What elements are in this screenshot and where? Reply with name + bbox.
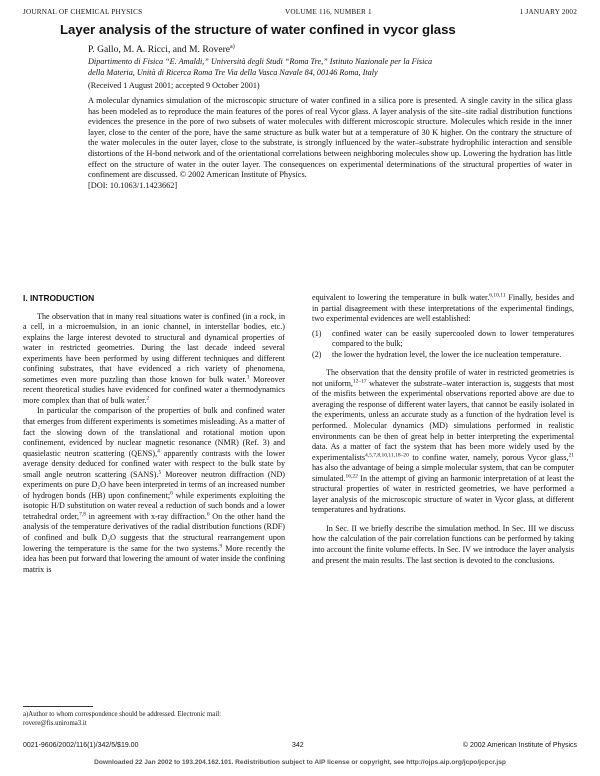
citation: 4,5,7,8,10,11,18–20	[365, 451, 409, 458]
citation: 2	[146, 395, 150, 402]
abstract	[88, 96, 572, 191]
abstract-text: A molecular dynamics simulation of the microscopic structure of water confined in a silica pore is presented. A single cavity in the silica glass has been modeled as to reproduce the main features of the pores of real Vycor glass. A layer analysis of the site–site radial distribution functions evidences the presence in the pore of two subsets of water molecules with different microscopic structure. Molecules which reside in the inner layer, close to the center of the pore, have the same structure as bulk water but at a temperature of 30 K higher. On the contrary the structure of the water molecules in the outer layer, close to the substrate, is strongly influenced by the water–substrate hydrophilic interaction and sensible distortions of the H-bond network and of the orientational correlations between neighboring molecules show up. Lowering the hydration has little effect on the structure of water in the outer layer. The consequences on experimental determinations of the structural properties of water in confinement are discussed. © 2002 American Institute of Physics.	[88, 96, 572, 180]
intro-paragraph-5: In Sec. II we briefly describe the simulation method. In Sec. III we discuss how the calculation of the pair correlation functions can be performed by taking into account the finite volume effects. In Sec. IV we introduce the layer analysis and present the main results. The last section is devoted to the conclusions.	[312, 523, 574, 565]
affiliation-line-1: Dipartimento di Fisica “E. Amaldi,” Università degli Studi “Roma Tre,” Istituto Nazionale per la Fisica	[88, 57, 433, 66]
author-names: P. Gallo, M. A. Ricci, and M. Rovere	[88, 44, 231, 55]
list-item: (1) confined water can be easily supercooled down to lower temperatures compared to the bulk;	[312, 328, 574, 349]
affiliation	[88, 57, 588, 78]
citation: 5	[158, 469, 162, 476]
page-number: 342	[292, 742, 304, 749]
author-list	[88, 44, 235, 55]
download-notice: Downloaded 22 Jan 2002 to 193.204.162.101. Redistribution subject to AIP license or copyright, see http://ojps.aip.org/jcpo/jcpcr.jsp	[94, 759, 506, 766]
intro-paragraph-2: In particular the comparison of the properties of bulk and confined water that emerges from different experiments is sometimes misleading. As a matter of fact the slowing down of the translational and rotational motion upon confinement, evidenced by nuclear magnetic resonance (NMR) (Ref. 3) and quasielastic neutron scattering (QENS),$^4$ apparently contrasts with the lower average density deduced for confined water with respect to the bulk state by small angle neutron scattering (SANS).$^5$ Moreover neutron diffraction (ND) experiments on pure D₂O have been interpreted in terms of an increased number of hydrogen bonds (HB) upon confinement;$^6$ while experiments exploiting the isotopic H/D substitution on water reveal a reduction of such bonds and a lower tetrahedral order,$^{7,8}$ in agreement with x-ray diffraction.$^6$ On the other hand the analysis of the temperature derivatives of the radial distribution functions (RDF) of confined and bulk D₂O suggests that the structural rearrangement upon lowering the temperature is the same for the two systems.$^9$ More recently the idea has been put forward that lowering the amount of water inside the confining matrix is	[23, 406, 285, 574]
footer-issn: 0021-9606/2002/116(1)/342/5/$19.00	[23, 742, 139, 749]
evidence-list	[312, 329, 574, 361]
left-column	[23, 293, 285, 575]
citation: 21	[568, 451, 574, 458]
citation: 6	[206, 511, 210, 518]
citation: 1	[246, 374, 250, 381]
doi: [DOI: 10.1063/1.1423662]	[88, 180, 178, 190]
section-heading-introduction: I. INTRODUCTION	[23, 293, 95, 303]
affiliation-line-2: della Materia, Unità di Ricerca Roma Tre Via della Vasca Navale 84, 00146 Roma, Italy	[88, 67, 378, 77]
citation: 7,8	[79, 511, 86, 518]
citation: 9	[219, 542, 223, 549]
footnote-correspondence: a)Author to whom correspondence should be addressed. Electronic mail: rovere@fis.uniroma3.it	[23, 711, 221, 727]
journal-name: JOURNAL OF CHEMICAL PHYSICS	[23, 8, 143, 16]
citation: 6	[170, 490, 173, 497]
citation: 6,10,11	[489, 292, 506, 299]
article-title: Layer analysis of the structure of water confined in vycor glass	[60, 22, 456, 37]
citation: 16,22	[345, 473, 358, 480]
footer-copyright: © 2002 American Institute of Physics	[462, 742, 577, 749]
list-item: (2) the lower the hydration level, the lower the ice nucleation temperature.	[312, 349, 562, 359]
received-dates: (Received 1 August 2001; accepted 9 October 2001)	[88, 81, 260, 90]
footnote-divider	[23, 706, 93, 707]
intro-paragraph-1: The observation that in many real situations water is confined (in a rock, in a cell, in a microemulsion, in an ionic channel, in interstellar bodies, etc.) explains the large interest devoted to structural and dynamical properties of water in restricted geometries. During the last decade indeed several experiments have been performed by using different techniques and different confining substrates, that have evidenced a rich variety of phenomena, sometimes even more puzzling than those known for bulk water.$^1$ Moreover recent theoretical studies have evidenced for confined water a thermodynamics more complex than that of bulk water.$^2$	[23, 311, 286, 405]
citation: 4	[157, 447, 160, 454]
intro-paragraph-3: equivalent to lowering the temperature in bulk water.$^{6,10,11}$ Finally, besides and in partial disagreement with these interpretations of the experimental findings, two experimental evidences are well established:	[312, 292, 574, 324]
author-footnote-mark: a)	[230, 43, 235, 50]
intro-paragraph-4: The observation that the density profile of water in restricted geometries is not uniform,$^{12-17}$ whatever the substrate–water interaction is, suggests that most of the misfits between the experimental observations reported above are due to averaging the response of different water layers, that cannot be easily isolated in the experiments, unless an accurate study as a function of the hydration level is performed. Molecular dynamics (MD) simulations performed in realistic environments can be then of great help in better interpreting the experimental data. As a matter of fact the system that has been more widely used by the experimentalists$^{4,5,7,8,10,11,18-20}$ to confine water, namely, porous Vycor glass,$^{21}$ has also the advantage of being a simple molecular system, that can be computer simulated.$^{16,22}$ In the attempt of giving an harmonic interpretation of at least the structural properties of water in restricted geometries, we have performed a layer analysis of the microscopic structure of water in Vycor glass, at different temperatures and hydrations.	[312, 368, 574, 515]
right-column	[312, 293, 574, 566]
volume-number: VOLUME 116, NUMBER 1	[285, 8, 372, 16]
citation: 12–17	[352, 378, 367, 385]
issue-date: 1 JANUARY 2002	[519, 8, 577, 16]
